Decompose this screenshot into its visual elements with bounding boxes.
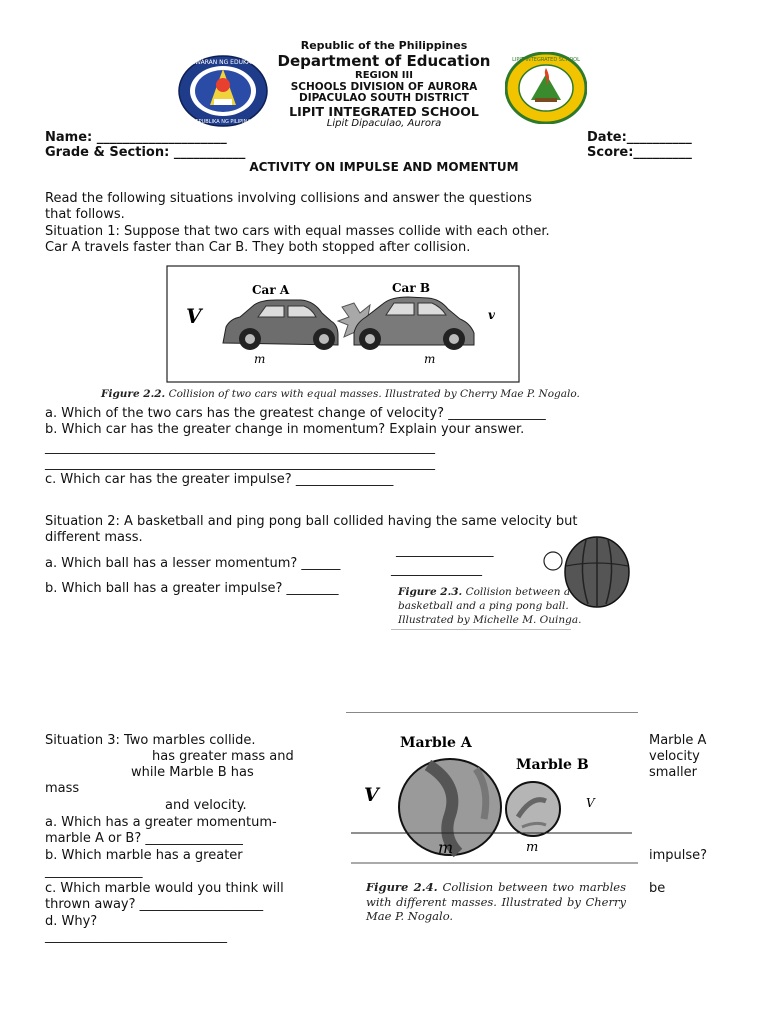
s3-line-4: mass bbox=[45, 781, 80, 796]
figure-2-3-text-2: basketball and a ping pong ball. bbox=[398, 600, 569, 612]
figure-2-2-caption bbox=[101, 388, 580, 400]
figure-2-3-caption bbox=[398, 585, 581, 627]
s3-line-2: has greater mass and bbox=[152, 749, 294, 764]
fig-marble-mass-b: m bbox=[526, 840, 539, 855]
figure-2-4-text-1: Collision between two bbox=[442, 880, 575, 894]
figure-2-4-text-2: marbles with different masses. bbox=[366, 880, 626, 909]
figure-2-2-text: Collision of two cars with equal masses. Illustrated by Cherry Mae P. Nogalo. bbox=[168, 388, 580, 400]
fig-car-a-label: Car A bbox=[252, 283, 290, 297]
s1-question-c[interactable]: c. Which car has the greater impulse? _______________ bbox=[45, 472, 394, 487]
deped-seal-bottom-text: REPUBLIKA NG PILIPINAS bbox=[192, 119, 254, 125]
fig-mass-b: m bbox=[424, 352, 436, 366]
s3-right-c: be bbox=[649, 881, 666, 896]
fig-marble-mass-a: m bbox=[438, 838, 454, 857]
header-division: SCHOOLS DIVISION OF AURORA bbox=[290, 81, 478, 93]
figure-2-3-text-1: Collision between a bbox=[465, 586, 571, 598]
s2-question-a-blank[interactable]: ______________ bbox=[391, 562, 482, 577]
figure-2-3-text-3: Illustrated by Michelle M. Ouinga. bbox=[398, 614, 582, 626]
s3-question-c-1: c. Which marble would you think will bbox=[45, 881, 284, 896]
s2-line-1: Situation 2: A basketball and ping pong ball collided having the same velocity but bbox=[45, 514, 578, 529]
marble-b-icon bbox=[506, 782, 560, 836]
s3-right-1: Marble A bbox=[649, 733, 707, 748]
s3-question-a-2[interactable]: marble A or B? _______________ bbox=[45, 831, 243, 846]
s3-question-d-blank[interactable]: ____________________________ bbox=[45, 929, 227, 944]
s2-line-2: different mass. bbox=[45, 530, 143, 545]
school-seal-text: LIPIT INTEGRATED SCHOOL bbox=[512, 57, 580, 63]
figure-2-2-label: Figure 2.2. bbox=[101, 388, 166, 400]
header-school: LIPIT INTEGRATED SCHOOL bbox=[289, 104, 479, 119]
grade-section-field[interactable]: Grade & Section: ___________ bbox=[45, 145, 246, 160]
s3-top-rule bbox=[346, 712, 638, 713]
s3-line-5: and velocity. bbox=[165, 798, 247, 813]
header-district: DIPACULAO SOUTH DISTRICT bbox=[299, 92, 469, 104]
score-field[interactable]: Score:_________ bbox=[587, 145, 692, 160]
intro-line-1: Read the following situations involving collisions and answer the questions bbox=[45, 191, 532, 206]
fig-mass-a: m bbox=[254, 352, 266, 366]
s2-blank-top[interactable]: _______________ bbox=[396, 543, 494, 558]
date-field[interactable]: Date:__________ bbox=[587, 130, 692, 145]
intro-line-2: that follows. bbox=[45, 207, 125, 222]
header-republic: Republic of the Philippines bbox=[300, 39, 468, 52]
header-region: REGION III bbox=[355, 70, 413, 81]
s1-line-1: Situation 1: Suppose that two cars with equal masses collide with each other. bbox=[45, 224, 550, 239]
s1-answer-line-1[interactable]: ____________________________________________________________ bbox=[45, 440, 435, 455]
fig-velocity-small: v bbox=[488, 308, 495, 322]
s3-question-b: b. Which marble has a greater bbox=[45, 848, 243, 863]
s3-right-3: smaller bbox=[649, 765, 697, 780]
fig-velocity-big: V bbox=[186, 304, 202, 328]
fig-marble-a-label: Marble A bbox=[400, 735, 472, 751]
s2-question-b[interactable]: b. Which ball has a greater impulse? ________ bbox=[45, 581, 339, 596]
fig-marble-b-label: Marble B bbox=[516, 757, 589, 773]
s1-question-b: b. Which car has the greater change in momentum? Explain your answer. bbox=[45, 422, 525, 437]
fig-car-b-label: Car B bbox=[392, 281, 430, 295]
activity-title: ACTIVITY ON IMPULSE AND MOMENTUM bbox=[249, 160, 519, 174]
s1-question-a[interactable]: a. Which of the two cars has the greatest change of velocity? _______________ bbox=[45, 406, 546, 421]
car-collision-figure bbox=[166, 265, 520, 383]
figure-2-4-text-3: Illustrated by Cherry Mae P. Nogalo. bbox=[366, 894, 626, 923]
fig-marble-velocity-big: V bbox=[364, 784, 379, 806]
marble-collision-figure bbox=[350, 725, 640, 875]
s3-question-a-1: a. Which has a greater momentum- bbox=[45, 815, 277, 830]
s1-answer-line-2[interactable]: ____________________________________________________________ bbox=[45, 456, 435, 471]
s3-right-b: impulse? bbox=[649, 848, 708, 863]
s3-line-1: Situation 3: Two marbles collide. bbox=[45, 733, 256, 748]
ping-pong-ball-icon bbox=[544, 552, 562, 570]
figure-2-3-label: Figure 2.3. bbox=[398, 586, 463, 598]
deped-seal-top-text: KAGAWARAN NG EDUKASYON bbox=[178, 59, 268, 66]
s1-line-2: Car A travels faster than Car B. They both stopped after collision. bbox=[45, 240, 471, 255]
s2-question-a[interactable]: a. Which ball has a lesser momentum? ______ bbox=[45, 556, 341, 571]
header-department: Department of Education bbox=[277, 52, 491, 70]
s3-question-d: d. Why? bbox=[45, 914, 98, 929]
s3-right-2: velocity bbox=[649, 749, 700, 764]
header-address: Lipit Dipaculao, Aurora bbox=[326, 118, 442, 129]
s3-question-b-blank[interactable]: _______________ bbox=[45, 864, 143, 879]
s3-line-3: while Marble B has bbox=[131, 765, 254, 780]
name-field[interactable]: Name: ____________________ bbox=[45, 130, 227, 145]
figure-2-3-rule bbox=[391, 629, 571, 630]
figure-2-4-caption bbox=[366, 880, 626, 924]
s3-question-c-2[interactable]: thrown away? ___________________ bbox=[45, 897, 264, 912]
fig-marble-velocity-small: V bbox=[586, 796, 595, 810]
figure-2-4-label: Figure 2.4. bbox=[366, 880, 438, 894]
